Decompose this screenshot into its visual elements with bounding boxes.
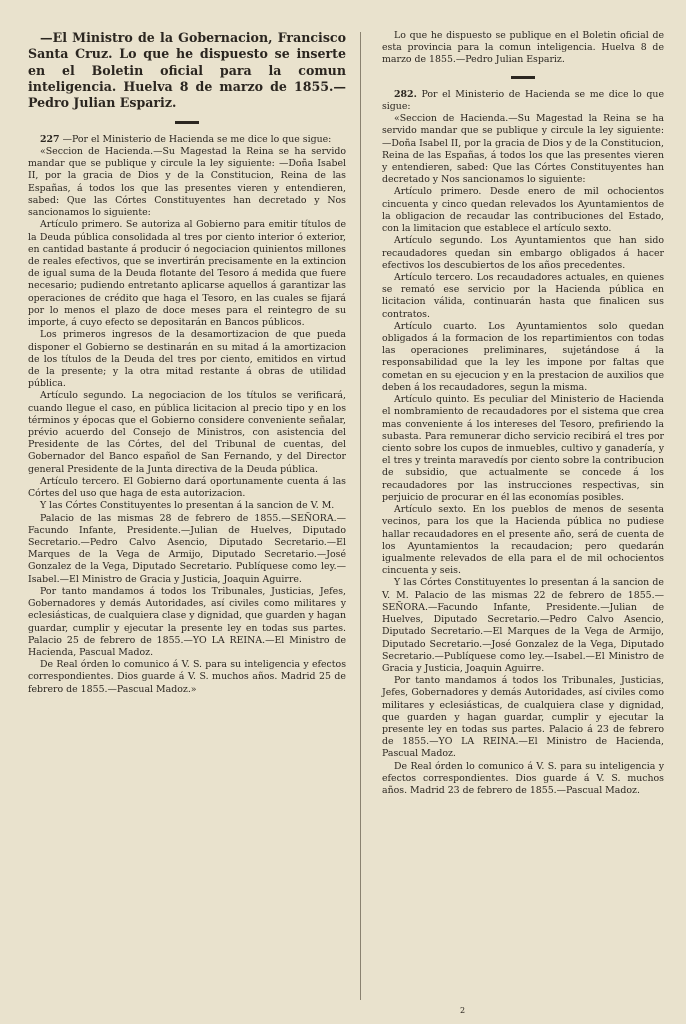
paragraph: Artículo sexto. En los pueblos de menos de sesenta vecinos, para los que la Hacienda pública no pudiese hallar recaudadores en el presente año, será de cuenta de los Ayuntamientos la recaudacion; pero quedarán igualmente relevados de ella para el de mil ochocientos cincuenta y seis.: [382, 504, 664, 577]
section-separator: [175, 121, 199, 124]
paragraph: Artículo tercero. El Gobierno dará oportunamente cuenta á las Córtes del uso que haga de esta autorizacion.: [28, 475, 346, 500]
paragraph: Artículo tercero. Los recaudadores actuales, en quienes se remató ese servicio por la Hacienda pública en licitacion válida, continuarán hasta que finalicen sus contratos.: [382, 271, 664, 320]
notice-number: 282.: [394, 88, 417, 100]
paragraph: Artículo quinto. Es peculiar del Ministerio de Hacienda el nombramiento de recaudadores por el sistema que crea mas conveniente á los intereses del Tesoro, prefiriendo la subasta. Para remunerar dicho servicio recibirá el tres por ciento sobre los cupos de inmuebles, cultivo y ganadería, y el tres y treinta maravedís por ciento sobre la contribucion de subsidio, que actualmente se concede á los recaudadores por las instrucciones respectivas, sin perjuicio de procurar en él las economías posibles.: [382, 394, 664, 503]
right-head-notice: Lo que he dispuesto se publique en el Boletin oficial de esta provincia para la comun inteligencia. Huelva 8 de marzo de 1855.—Pedro Julian Espariz.: [382, 30, 664, 66]
paragraph: Y las Córtes Constituyentes lo presentan á la sancion de V. M. Palacio de las mismas 22 de febrero de 1855.—SEÑORA.—Facundo Infante, Presidente.—Julian de Huelves, Diputado Secretario.—Pedro Calvo Asencio, Diputado Secretario.—El Marques de la Vega de Armijo, Diputado Secretario.—José Gonzalez de la Vega, Diputado Secretario.—Publíquese como ley.—Isabel.—El Ministro de Gracia y Justicia, Joaquin Aguirre.: [382, 577, 664, 674]
left-head-notice: —El Ministro de la Gobernacion, Francisco Santa Cruz. Lo que he dispuesto se inserte en el Boletin oficial para la comun inteligencia. Huelva 8 de marzo de 1855.—Pedro Julian Espariz.: [28, 30, 346, 111]
paragraph: Por tanto mandamos á todos los Tribunales, Justicias, Jefes, Gobernadores y demás Autoridades, así civiles como militares y eclesiásticas, de cualquiera clase y dignidad, que guarden y hagan guardar, cumplir y ejecutar la presente ley en todas sus partes. Palacio á 23 de febrero de 1855.—YO LA REINA.—El Ministro de Hacienda, Pascual Madoz.: [382, 675, 664, 760]
paragraph: De Real órden lo comunico á V. S. para su inteligencia y efectos correspondientes. Dios guarde á V. S. muchos años. Madrid 23 de febrero de 1855.—Pascual Madoz.: [382, 760, 664, 797]
paragraph: Palacio de las mismas 28 de febrero de 1855.—SEÑORA.—Facundo Infante, Presidente.—Julian de Huelves, Diputado Secretario.—Pedro Calvo Asencio, Diputado Secretario.—El Marques de la Vega de Armijo, Diputado Secretario.—José Gonzalez de la Vega, Diputado Secretario. Publíquese como ley.—Isabel.—El Ministro de Gracia y Justicia, Joaquin Aguirre.: [28, 512, 346, 585]
page-mark: 2: [460, 1006, 466, 1015]
paragraph: Artículo segundo. Los Ayuntamientos que han sido recaudadores quedan sin embargo obligados á hacer efectivos los descubiertos de los años precedentes.: [382, 235, 664, 271]
paragraph: Artículo segundo. La negociacion de los títulos se verificará, cuando llegue el caso, en pública licitacion al precio tipo y en los términos y épocas que el Gobierno considere conveniente señalar, prévio acuerdo del Consejo de Ministros, con asistencia del Presidente de las Córtes, del del Tribunal de cuentas, del Gobernador del Banco español de San Fernando, y del Director general Presidente de la Junta directiva de la Deuda pública.: [28, 390, 346, 475]
right-column: [382, 30, 664, 797]
paragraph: Artículo primero. Desde enero de mil ochocientos cincuenta y cinco quedan relevados los Ayuntamientos de la obligacion de recaudar las contribuciones del Estado, con la limitacion que establece el artículo sexto.: [382, 186, 664, 235]
paragraph: «Seccion de Hacienda.—Su Magestad la Reina se ha servido mandar que se publique y circule la ley siguiente: —Doña Isabel II, por la gracia de Dios y de la Constitucion, Reina de las Españas, á todos los que las presentes vieren y entendieren, sabed: Que las Córtes Constituyentes han decretado y Nos sancionamos lo siguiente:: [28, 146, 346, 219]
notice-intro-text: Por el Ministerio de Hacienda se me dice lo que sigue:: [382, 88, 665, 112]
paragraph: «Seccion de Hacienda.—Su Magestad la Reina se ha servido mandar que se publique y circule la ley siguiente: —Doña Isabel II, por la gracia de Dios y de la Constitucion, Reina de las Españas, á todos los que las presentes vieren y entendieren, sabed: Que las Córtes Constituyentes han decretado y Nos sancionamos lo siguiente:: [382, 113, 664, 186]
notice-227-intro: [28, 134, 346, 146]
column-divider: [360, 32, 361, 1000]
notice-282-intro: [382, 89, 664, 113]
notice-number: 227: [40, 133, 60, 145]
section-separator: [511, 76, 535, 79]
paragraph: Artículo primero. Se autoriza al Gobierno para emitir títulos de la Deuda pública consolidada al tres por ciento interior ó exterior, en cantidad bastante á producir ó negociacion quinientos millones de reales efectivos, que se invertirán precisamente en la extincion de igual suma de la Deuda flotante del Tesoro á medida que fuere necesario; pudiendo entretanto aplicarse aquellos á garantizar las operaciones de crédito que haga el Tesoro, en las cuales se fijará por lo menos el plazo de doce meses para el reintegro de su importe, á cuyo efecto se depositarán en Bancos públicos.: [28, 219, 346, 329]
notice-intro-text: —Por el Ministerio de Hacienda se me dice lo que sigue:: [62, 133, 332, 145]
paragraph: Y las Córtes Constituyentes lo presentan á la sancion de V. M.: [40, 500, 335, 512]
paragraph: De Real órden lo comunico á V. S. para su inteligencia y efectos correspondientes. Dios guarde á V. S. muchos años. Madrid 25 de febrero de 1855.—Pascual Madoz.»: [28, 659, 346, 695]
paragraph: Artículo cuarto. Los Ayuntamientos solo quedan obligados á la formacion de los repartimientos con todas las operaciones preliminares, sujetándose á la responsabilidad que la ley les impone por faltas que cometan en su ejecucion y en la prestacion de auxilios que deben á los recaudadores, segun la misma.: [382, 320, 664, 393]
paragraph: Los primeros ingresos de la desamortizacion de que pueda disponer el Gobierno se destinarán en su mitad á la amortizacion de los títulos de la Deuda del tres por ciento, emitidos en virtud de la presente; y la otra mitad restante á obras de utilidad pública.: [28, 329, 346, 390]
paragraph: Por tanto mandamos á todos los Tribunales, Justicias, Jefes, Gobernadores y demás Autoridades, así civiles como militares y eclesiásticas, de cualquiera clase y dignidad, que guarden y hagan guardar, cumplir y ejecutar la presente ley en todas sus partes. Palacio 25 de febrero de 1855.—YO LA REINA.—El Ministro de Hacienda, Pascual Madoz.: [28, 585, 346, 658]
left-column: [28, 30, 346, 696]
